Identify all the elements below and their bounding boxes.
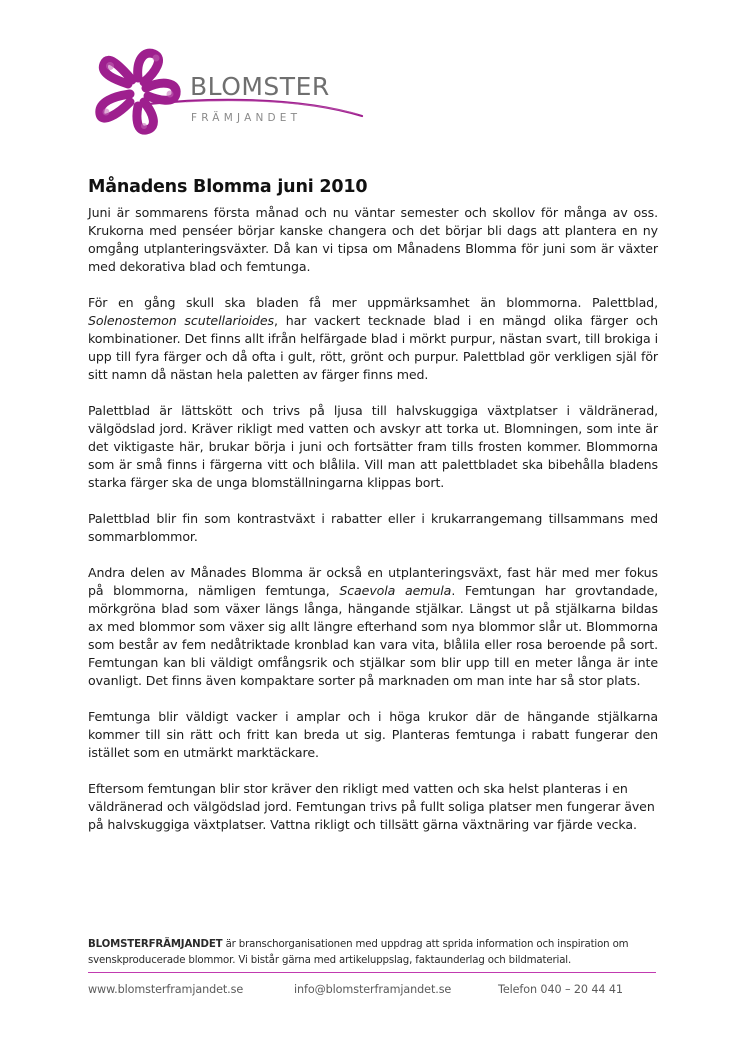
latin-name: Solenostemon scutellarioides	[88, 313, 274, 328]
logo	[86, 44, 366, 144]
paragraph-text: Andra delen av Månades Blomma är också en utplanteringsväxt, fast här med mer fokus på blommorna, nämligen femtunga,	[88, 565, 658, 598]
paragraph-text: För en gång skull ska bladen få mer uppmärksamhet än blommorna. Palettblad,	[88, 295, 658, 310]
paragraph-text: Palettblad blir fin som kontrastväxt i rabatter eller i krukarrangemang tillsammans med sommarblommor.	[88, 511, 658, 544]
paragraph-care	[88, 402, 658, 492]
website-link[interactable]: www.blomsterframjandet.se	[88, 983, 244, 996]
paragraph-femtunga	[88, 564, 658, 690]
paragraph-text: Eftersom femtungan blir stor kräver den rikligt med vatten och ska helst planteras i en väldränerad och välgödslad jord. Femtungan trivs på fullt soliga platser men fungerar även på halvskuggiga växtplatser. Vattna rikligt och tillsätt gärna växtnäring var fjärde vecka.	[88, 781, 655, 832]
logo-name: BLOMSTER	[190, 72, 330, 101]
footer-about	[88, 937, 668, 969]
page-title: Månadens Blomma juni 2010	[88, 177, 368, 197]
paragraph-text: Femtunga blir väldigt vacker i amplar och i höga krukor där de hängande stjälkarna kommer till sin rätt och fritt kan breda ut sig. Planteras femtunga i rabatt fungerar den istället som en utmärkt marktäckare.	[88, 709, 658, 760]
paragraph-text: , har vackert tecknade blad i en mängd olika färger och kombinationer. Det finns allt ifrån helfärgade blad i mörkt purpur, nästan svart, till brokiga i upp till fyra färger och då ofta i gult, rött, grönt och purpur. Palettblad gör verkligen själ för sitt namn då nästan hela paletten av färger finns med.	[88, 313, 659, 382]
org-name: BLOMSTERFRÄMJANDET	[88, 939, 223, 950]
paragraph-watering	[88, 780, 658, 834]
paragraph-palettblad	[88, 294, 658, 384]
paragraph-amplar	[88, 708, 658, 762]
footer-divider	[88, 972, 656, 973]
phone-number: Telefon 040 – 20 44 41	[498, 983, 623, 996]
paragraph-text: Juni är sommarens första månad och nu väntar semester och skollov för många av oss. Krukorna med penséer börjar kanske changera och det börjar bli dags att plantera en ny omgång utplanteringsväxter. Då kan vi tipsa om Månadens Blomma för juni som är växter med dekorativa blad och femtunga.	[88, 205, 658, 274]
footer-about-text: är branschorganisationen med uppdrag att sprida information och inspiration om svenskproducerade blommor. Vi bistår gärna med artikeluppslag, faktaunderlag och bildmaterial.	[88, 939, 629, 966]
logo-subname: FRÄMJANDET	[191, 112, 302, 124]
paragraph-text: Palettblad är lättskött och trivs på ljusa till halvskuggiga växtplatser i väldränerad, välgödslad jord. Kräver rikligt med vatten och avskyr att torka ut. Blomningen, som inte är det viktigaste här, brukar börja i juni och fortsätter fram tills frosten kommer. Blommorna som är små finns i färgerna vitt och blålila. Vill man att palettbladet ska bibehålla bladens starka färger ska de unga blomställningarna klippas bort.	[88, 403, 658, 490]
article-body	[88, 204, 658, 852]
paragraph-text: . Femtungan har grovtandade, mörkgröna blad som växer längs långa, hängande stjälkar. Längst ut på stjälkarna bildas ax med blommor som växer sig allt längre efterhand som nya blommor slår ut. Blommorna som består av fem nedåtriktade kronblad kan vara vita, blålila eller rosa beroende på sort. Femtungan kan bli väldigt omfångsrik och stjälkar som blir upp till en meter långa är inte ovanligt. Det finns även kompaktare sorter på marknaden om man inte har så stor plats.	[88, 583, 659, 688]
latin-name: Scaevola aemula	[339, 583, 452, 598]
paragraph-intro	[88, 204, 658, 276]
email-link[interactable]: info@blomsterframjandet.se	[294, 983, 452, 996]
paragraph-contrast	[88, 510, 658, 546]
